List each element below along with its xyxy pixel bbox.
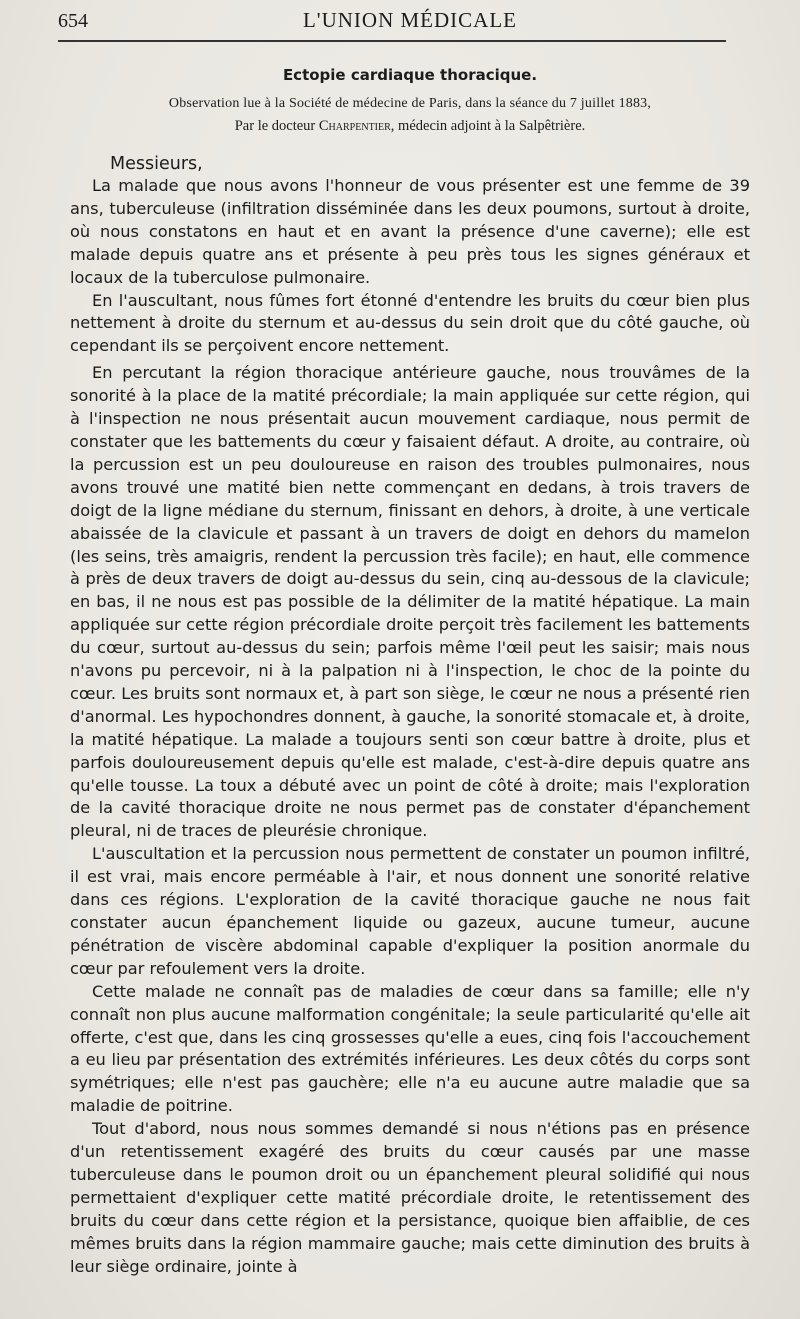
article-title: Ectopie cardiaque thoracique. xyxy=(282,66,538,84)
running-head xyxy=(58,0,750,44)
paragraph-1: La malade que nous avons l'honneur de vous présenter est une femme de 39 ans, tuberculeuse (infiltration disséminée dans les deux poumons, surtout à droite, où nous constatons en haut et en avant la présence d'une caverne); elle est malade depuis quatre ans et présente à peu près tous les signes généraux et locaux de la tuberculose pulmonaire. xyxy=(70,176,750,287)
paragraph-6: Tout d'abord, nous nous sommes demandé si nous n'étions pas en présence d'un retentissement exagéré des bruits du cœur causés par une masse tuberculeuse dans le poumon droit ou un épanchement pleural solidifié qui nous permettaient d'expliquer cette matité précordiale droite, le retentissement des bruits du cœur dans cette région et la persistance, quoique bien affaiblie, de ces mêmes bruits dans la région mammaire gauche; mais cette diminution des bruits à leur siège ordinaire, jointe à xyxy=(70,1119,750,1276)
journal-title: L'UNION MÉDICALE xyxy=(302,8,517,32)
body-text xyxy=(70,175,750,1279)
author-prefix: Par le docteur xyxy=(234,118,319,134)
author-suffix: , médecin adjoint à la Salpêtrière. xyxy=(390,118,586,134)
author-line xyxy=(70,118,750,135)
paragraph-3: En percutant la région thoracique antérieure gauche, nous trouvâmes de la sonorité à la place de la matité précordiale; la main appliquée sur cette région, qui à l'inspection ne nous présentait aucun mouvement cardiaque, nous permit de constater que les battements du cœur y faisaient défaut. A droite, au contraire, où la percussion est un peu douloureuse en raison des troubles pulmonaires, nous avons trouvé une matité bien nette commençant en dedans, à trois travers de doigt de la ligne médiane du sternum, finissant en dehors, à droite, à une verticale abaissée de la clavicule et passant à un travers de doigt en dehors du mamelon (les seins, très amaigris, rendent la percussion très facile); en haut, elle commence à près de deux travers de doigt au-dessus du sein, cinq au-dessous de la clavicule; en bas, il ne nous est pas possible de la délimiter de la matité hépatique. La main appliquée sur cette région précordiale droite perçoit très facilement les battements du cœur, surtout au-dessus du sein; parfois même l'œil peut les saisir; mais nous n'avons pu percevoir, ni à la palpation ni à l'inspection, le choc de la pointe du cœur. Les bruits sont normaux et, à part son siège, le cœur ne nous a présenté rien d'anormal. Les hypochondres donnent, à gauche, la sonorité stomacale et, à droite, la matité hépatique. La malade a toujours senti son cœur battre à droite, plus et parfois douloureusement depuis qu'elle est malade, c'est-à-dire depuis quatre ans qu'elle tousse. La toux a débuté avec un point de côté à droite; mais l'exploration de la cavité thoracique droite ne nous permet pas de constater d'épanchement pleural, ni de traces de pleurésie chronique. xyxy=(70,363,750,841)
author-name: Charpentier xyxy=(318,118,391,134)
paragraph-4: L'auscultation et la percussion nous permettent de constater un poumon infiltré, il est vrai, mais encore perméable à l'air, et nous donnent une sonorité relative dans ces régions. L'exploration de la cavité thoracique gauche ne nous fait constater aucun épanchement liquide ou gazeux, aucune tumeur, aucune pénétration de viscère abdominal capable d'expliquer la position anormale du cœur par refoulement vers la droite. xyxy=(70,844,750,978)
header-rule xyxy=(58,40,726,42)
salutation: Messieurs, xyxy=(110,154,203,174)
article-subtitle: Observation lue à la Société de médecine de Paris, dans la séance du 7 juillet 1883, xyxy=(168,96,652,111)
paragraph-2: En l'auscultant, nous fûmes fort étonné d'entendre les bruits du cœur bien plus nettement à droite du sternum et au-dessus du sein droit que du côté gauche, où cependant ils se perçoivent encore nettement. xyxy=(70,290,750,356)
page-number: 654 xyxy=(58,10,88,32)
paragraph-5: Cette malade ne connaît pas de maladies de cœur dans sa famille; elle n'y connaît non plus aucune malformation congénitale; la seule particularité qu'elle ait offerte, c'est que, dans les cinq grossesses qu'elle a eues, cinq fois l'accouchement a eu lieu par présentation des extrémités inférieures. Les deux côtés du corps sont symétriques; elle n'est pas gauchère; elle n'a eu aucune autre maladie que sa maladie de poitrine. xyxy=(70,981,750,1116)
